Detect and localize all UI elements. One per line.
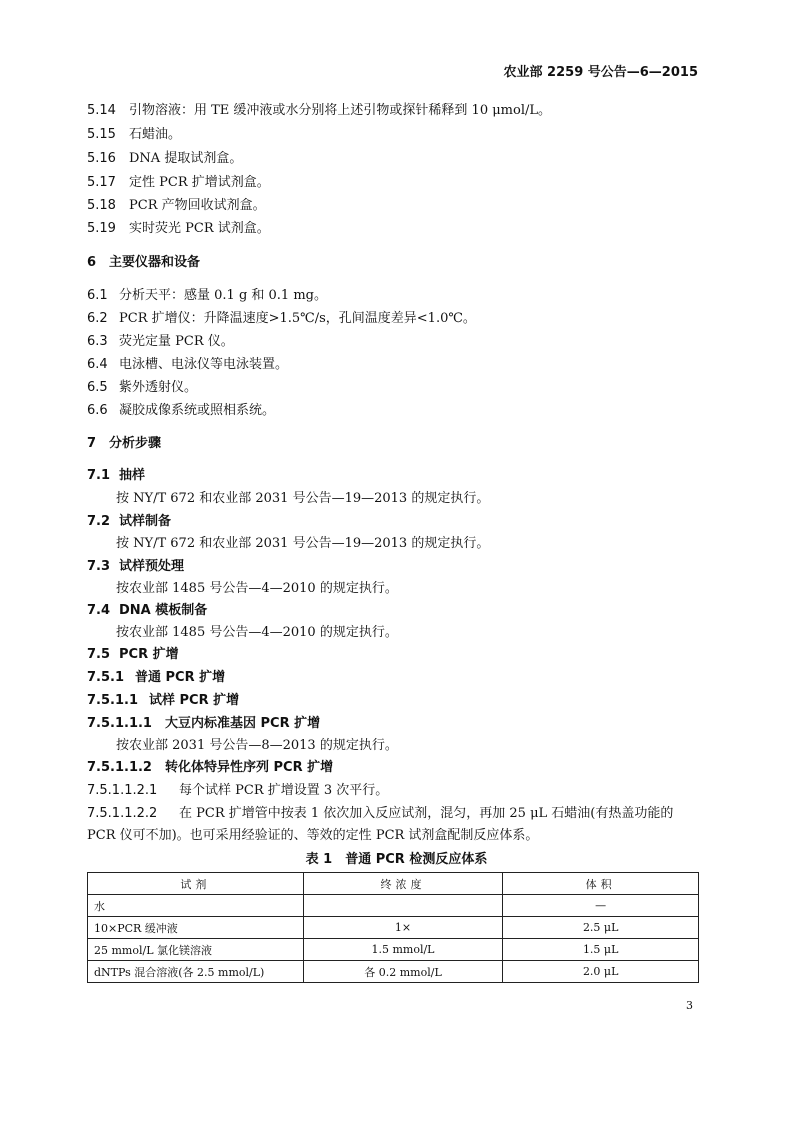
clause-7-4-heading: 7.4 DNA 模板制备 <box>87 603 208 618</box>
clause-6-4: 6.4 电泳槽、电泳仪等电泳装置。 <box>87 357 289 372</box>
table-cell: 25 mmol/L 氯化镁溶液 <box>88 939 304 961</box>
clause-7-5-1-1-2-1: 7.5.1.1.2.1 每个试样 PCR 扩增设置 3 次平行。 <box>87 783 389 798</box>
running-header: 农业部 2259 号公告—6—2015 <box>503 65 698 80</box>
clause-7-5-heading: 7.5 PCR 扩增 <box>87 647 179 662</box>
table-cell: — <box>503 895 699 917</box>
clause-6-5: 6.5 紫外透射仪。 <box>87 380 198 395</box>
clause-7-5-1-1-2-heading: 7.5.1.1.2 转化体特异性序列 PCR 扩增 <box>87 760 334 775</box>
table-cell: 1.5 mmol/L <box>303 939 503 961</box>
clause-5-19: 5.19 实时荧光 PCR 试剂盒。 <box>87 221 270 236</box>
table-cell: dNTPs 混合溶液(各 2.5 mmol/L) <box>88 961 304 983</box>
table-cell: 1.5 μL <box>503 939 699 961</box>
clause-7-1-heading: 7.1 抽样 <box>87 468 146 483</box>
table-cell: 水 <box>88 895 304 917</box>
clause-7-3-heading: 7.3 试样预处理 <box>87 559 185 574</box>
clause-7-1-body: 按 NY/T 672 和农业部 2031 号公告—19—2013 的规定执行。 <box>116 491 490 506</box>
table-cell: 10×PCR 缓冲液 <box>88 917 304 939</box>
clause-7-2-heading: 7.2 试样制备 <box>87 514 172 529</box>
table-header-volume: 体积 <box>503 873 699 895</box>
clause-7-5-1-1-heading: 7.5.1.1 试样 PCR 扩增 <box>87 693 240 708</box>
clause-7-3-body: 按农业部 1485 号公告—4—2010 的规定执行。 <box>116 581 398 596</box>
clause-5-14: 5.14 引物溶液：用 TE 缓冲液或水分别将上述引物或探针稀释到 10 μmol/L。 <box>87 103 552 118</box>
clause-7-5-1-1-2-2: 7.5.1.1.2.2 在 PCR 扩增管中按表 1 依次加入反应试剂，混匀，再加 25 μL 石蜡油(有热盖功能的 <box>87 806 674 821</box>
table-header-concentration: 终浓度 <box>303 873 503 895</box>
table-row <box>88 961 699 983</box>
section-6-heading: 6 主要仪器和设备 <box>87 255 201 270</box>
table-cell: 2.0 μL <box>503 961 699 983</box>
table-cell: 2.5 μL <box>503 917 699 939</box>
clause-5-15: 5.15 石蜡油。 <box>87 127 182 142</box>
table-header-row <box>88 873 699 895</box>
table-row <box>88 917 699 939</box>
clause-7-2-body: 按 NY/T 672 和农业部 2031 号公告—19—2013 的规定执行。 <box>116 536 490 551</box>
page-number: 3 <box>686 999 693 1012</box>
table-caption: 表 1 普通 PCR 检测反应体系 <box>305 852 488 867</box>
clause-5-17: 5.17 定性 PCR 扩增试剂盒。 <box>87 175 270 190</box>
table-cell: 1× <box>303 917 503 939</box>
clause-6-6: 6.6 凝胶成像系统或照相系统。 <box>87 403 276 418</box>
table-cell <box>303 895 503 917</box>
clause-6-3: 6.3 荧光定量 PCR 仪。 <box>87 334 234 349</box>
clause-5-18: 5.18 PCR 产物回收试剂盒。 <box>87 198 266 213</box>
table-row <box>88 895 699 917</box>
table-row <box>88 939 699 961</box>
clause-7-5-1-heading: 7.5.1 普通 PCR 扩增 <box>87 670 226 685</box>
reaction-table <box>87 872 699 983</box>
clause-7-4-body: 按农业部 1485 号公告—4—2010 的规定执行。 <box>116 625 398 640</box>
clause-6-1: 6.1 分析天平：感量 0.1 g 和 0.1 mg。 <box>87 288 327 303</box>
clause-7-5-1-1-2-2-cont: PCR 仪可不加)。也可采用经验证的、等效的定性 PCR 试剂盒配制反应体系。 <box>87 828 539 843</box>
table-cell: 各 0.2 mmol/L <box>303 961 503 983</box>
section-7-heading: 7 分析步骤 <box>87 436 162 451</box>
clause-6-2: 6.2 PCR 扩增仪：升降温速度>1.5℃/s，孔间温度差异<1.0℃。 <box>87 311 476 326</box>
table-header-reagent: 试剂 <box>88 873 304 895</box>
clause-7-5-1-1-1-heading: 7.5.1.1.1 大豆内标准基因 PCR 扩增 <box>87 716 321 731</box>
clause-5-16: 5.16 DNA 提取试剂盒。 <box>87 151 243 166</box>
clause-7-5-1-1-1-body: 按农业部 2031 号公告—8—2013 的规定执行。 <box>116 738 398 753</box>
